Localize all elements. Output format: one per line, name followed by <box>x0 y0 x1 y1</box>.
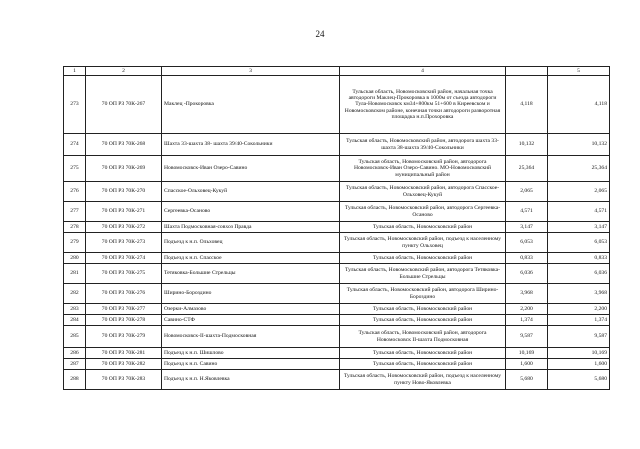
page-number: 24 <box>315 29 325 39</box>
road-name: Савино-СТФ <box>162 315 340 326</box>
road-location: Тульская область, Новомосковский район <box>340 253 506 264</box>
road-location: Тульская область, Новомосковский район <box>340 222 506 233</box>
road-length: 10,169 <box>506 348 548 359</box>
road-location: Тульская область, Новомосковский район <box>340 304 506 315</box>
road-code: 70 ОП РЗ 70К-278 <box>86 315 162 326</box>
row-number: 280 <box>64 253 86 264</box>
header-cell <box>506 67 548 76</box>
road-length: 5,680 <box>506 370 548 390</box>
table-row <box>64 284 610 304</box>
road-code: 70 ОП РЗ 70К-282 <box>86 359 162 370</box>
road-length-total: 9,587 <box>548 326 610 348</box>
road-name: Подъезд к н.п. Н.Яковлевка <box>162 370 340 390</box>
road-code: 70 ОП РЗ 70К-283 <box>86 370 162 390</box>
road-code: 70 ОП РЗ 70К-273 <box>86 233 162 253</box>
road-length: 0,833 <box>506 253 548 264</box>
road-length-total: 2,200 <box>548 304 610 315</box>
row-number: 286 <box>64 348 86 359</box>
road-length-total: 10,169 <box>548 348 610 359</box>
road-length-total: 6,053 <box>548 233 610 253</box>
header-cell: 4 <box>340 67 506 76</box>
road-length-total: 3,968 <box>548 284 610 304</box>
road-name: Подъезд к н.п. Ольховец <box>162 233 340 253</box>
road-length: 3,968 <box>506 284 548 304</box>
road-length-total: 1,600 <box>548 359 610 370</box>
road-location: Тульская область, Новомосковский район, автодорога Тетяковка-Большие Стрельцы <box>340 264 506 284</box>
road-location: Тульская область, Новомосковский район, подъезд к населенному пункту Ольховец <box>340 233 506 253</box>
road-name: Спасское-Ольховец-Кукуй <box>162 182 340 202</box>
road-length-total: 0,833 <box>548 253 610 264</box>
road-location: Тульская область, Новомосковский район, подъезд к населенному пункту Ново-Яковлевка <box>340 370 506 390</box>
road-name: Подъезд к н.п. Шишлово <box>162 348 340 359</box>
table-row <box>64 233 610 253</box>
road-length: 6,053 <box>506 233 548 253</box>
road-length: 2,200 <box>506 304 548 315</box>
header-cell: 1 <box>64 67 86 76</box>
table-row <box>64 222 610 233</box>
road-length-total: 10,132 <box>548 134 610 156</box>
row-number: 285 <box>64 326 86 348</box>
road-length: 9,587 <box>506 326 548 348</box>
road-name: Озерки-Алмазово <box>162 304 340 315</box>
table-row <box>64 202 610 222</box>
header-cell: 3 <box>162 67 340 76</box>
table-row <box>64 359 610 370</box>
road-name: Новомосковск-Иван Озеро-Савино <box>162 156 340 182</box>
header-row <box>64 67 610 76</box>
road-location: Тульская область, Новомосковский район, автодорога Новомосковск-Иван Озеро-Савино. МО-Новомосковский муниципальный район <box>340 156 506 182</box>
road-location: Тульская область, Новомосковский район, автодорога Новомосковск II-шахта Подмосковная <box>340 326 506 348</box>
header-cell: 5 <box>548 67 610 76</box>
header-cell: 2 <box>86 67 162 76</box>
row-number: 287 <box>64 359 86 370</box>
table-row <box>64 156 610 182</box>
row-number: 288 <box>64 370 86 390</box>
table-row <box>64 370 610 390</box>
road-length: 10,132 <box>506 134 548 156</box>
road-name: Шахта Подмосковная-совхоз Правда <box>162 222 340 233</box>
road-name: Сергеевка-Осаново <box>162 202 340 222</box>
road-length: 3,147 <box>506 222 548 233</box>
table-row <box>64 326 610 348</box>
road-name: Подъезд к н.п. Спасское <box>162 253 340 264</box>
road-length-total: 2,065 <box>548 182 610 202</box>
road-location: Тульская область, Новомосковский район, начальная точка автодороги Маклец-Прокоровка в 1000м от съезда автодороги Тула-Новомосковск км34+800км 51+600 в Киреевском и Новомосковском районе, конечная точки автодороги разворотная площадка н.п.Прохоровка <box>340 76 506 134</box>
road-code: 70 ОП РЗ 70К-270 <box>86 182 162 202</box>
road-code: 70 ОП РЗ 70К-275 <box>86 264 162 284</box>
road-name: Ширино-Бороздино <box>162 284 340 304</box>
road-length: 4,118 <box>506 76 548 134</box>
road-name: Шахта 33-шахта 38- шахта 39/40-Сокольники <box>162 134 340 156</box>
row-number: 279 <box>64 233 86 253</box>
road-location: Тульская область, Новомосковский район, автодорога шахта 33-шахта 38-шахта 39/40-Сокольники <box>340 134 506 156</box>
table-row <box>64 348 610 359</box>
road-length-total: 6,036 <box>548 264 610 284</box>
row-number: 284 <box>64 315 86 326</box>
row-number: 283 <box>64 304 86 315</box>
road-code: 70 ОП РЗ 70К-267 <box>86 76 162 134</box>
row-number: 273 <box>64 76 86 134</box>
road-code: 70 ОП РЗ 70К-268 <box>86 134 162 156</box>
road-name: Новомосковск-II-шахта-Подмосковная <box>162 326 340 348</box>
table-row <box>64 182 610 202</box>
road-length-total: 4,571 <box>548 202 610 222</box>
road-code: 70 ОП РЗ 70К-272 <box>86 222 162 233</box>
table-row <box>64 253 610 264</box>
road-name: Подъезд к н.п. Савино <box>162 359 340 370</box>
road-length: 1,600 <box>506 359 548 370</box>
road-length: 2,065 <box>506 182 548 202</box>
table-row <box>64 134 610 156</box>
row-number: 276 <box>64 182 86 202</box>
road-length-total: 5,680 <box>548 370 610 390</box>
road-name: Маклец -Прокоровка <box>162 76 340 134</box>
road-length-total: 3,147 <box>548 222 610 233</box>
road-location: Тульская область, Новомосковский район, автодорога Ширино-Бороздино <box>340 284 506 304</box>
table-row <box>64 264 610 284</box>
road-location: Тульская область, Новомосковский район, автодорога Сергеевка-Осаново <box>340 202 506 222</box>
row-number: 275 <box>64 156 86 182</box>
road-code: 70 ОП РЗ 70К-276 <box>86 284 162 304</box>
table-row <box>64 304 610 315</box>
road-location: Тульская область, Новомосковский район <box>340 359 506 370</box>
table-row <box>64 315 610 326</box>
row-number: 282 <box>64 284 86 304</box>
road-code: 70 ОП РЗ 70К-279 <box>86 326 162 348</box>
road-length-total: 1,374 <box>548 315 610 326</box>
road-length: 25,364 <box>506 156 548 182</box>
road-code: 70 ОП РЗ 70К-281 <box>86 348 162 359</box>
road-code: 70 ОП РЗ 70К-277 <box>86 304 162 315</box>
road-location: Тульская область, Новомосковский район, автодорога Спасское-Ольховец-Кукуй <box>340 182 506 202</box>
row-number: 274 <box>64 134 86 156</box>
road-location: Тульская область, Новомосковский район <box>340 348 506 359</box>
row-number: 277 <box>64 202 86 222</box>
road-code: 70 ОП РЗ 70К-269 <box>86 156 162 182</box>
row-number: 278 <box>64 222 86 233</box>
road-code: 70 ОП РЗ 70К-274 <box>86 253 162 264</box>
road-length: 6,036 <box>506 264 548 284</box>
road-length-total: 4,118 <box>548 76 610 134</box>
road-name: Тетяковка-Большие Стрельцы <box>162 264 340 284</box>
row-number: 281 <box>64 264 86 284</box>
table-row <box>64 76 610 134</box>
road-location: Тульская область, Новомосковский район <box>340 315 506 326</box>
road-register-table <box>63 66 610 390</box>
table-body <box>64 76 610 390</box>
road-length: 4,571 <box>506 202 548 222</box>
road-length: 1,374 <box>506 315 548 326</box>
road-length-total: 25,364 <box>548 156 610 182</box>
road-code: 70 ОП РЗ 70К-271 <box>86 202 162 222</box>
